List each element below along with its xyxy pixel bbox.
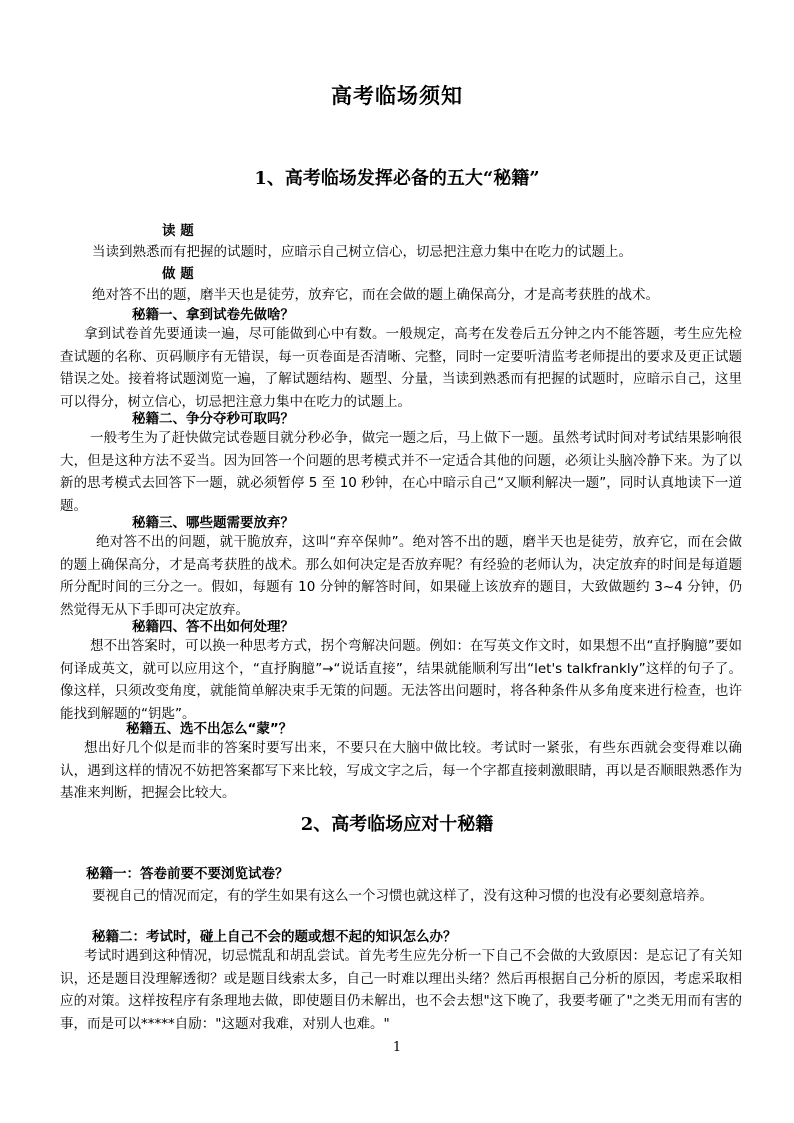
secret5-paragraph: 想出好几个似是而非的答案时要写出来，不要只在大脑中做比较。考试时一紧张，有些东西就会变得难以确认，遇到这样的情况不妨把答案都写下来比较，写成文字之后，每一个字都直接刺激眼睛，再以是否顺眼熟悉作为基准来判断，把握会比较大。	[60, 740, 742, 801]
section2-heading: 2、高考临场应对十秘籍	[300, 814, 494, 835]
doing-label: 做 题	[162, 266, 194, 282]
secret4-heading: 秘籍四、答不出如何处理？	[132, 619, 294, 635]
secret4-paragraph: 想不出答案时，可以换一种思考方式，拐个弯解决问题。例如：在写英文作文时，如果想不出“直抒胸臆”要如何译成英文，就可以应用这个，“直抒胸臆”→“说话直接”，结果就能顺利写出“let's talkfrankly”这样的句子了。像这样，只须改变角度，就能简单解决束手无策的问题。无法答出问题时，将各种条件从多角度来进行检查，也许能找到解题的“钥匙”。	[60, 638, 742, 722]
s2-secret2-paragraph: 考试时遇到这种情况，切忌慌乱和胡乱尝试。首先考生应先分析一下自己不会做的大致原因：是忘记了有关知识，还是题目没理解透彻？或是题目线索太多，自己一时难以理出头绪？然后再根据自己分析的原因，考虑采取相应的对策。这样按程序有条理地去做，即使题目仍未解出，也不会去想"这下晚了，我要考砸了"之类无用而有害的事，而是可以*****自励："这题对我难，对别人也难。"	[60, 948, 742, 1032]
page-number: 1	[392, 1040, 402, 1055]
secret1-heading: 秘籍一、拿到试卷先做啥？	[132, 307, 294, 323]
document-title: 高考临场须知	[331, 84, 463, 108]
reading-text: 当读到熟悉而有把握的试题时，应暗示自己树立信心，切忌把注意力集中在吃力的试题上。	[92, 244, 632, 260]
s2-secret2-heading: 秘籍二：考试时，碰上自己不会的题或想不起的知识怎么办？	[92, 929, 457, 945]
secret2-heading: 秘籍二、争分夺秒可取吗？	[132, 411, 294, 427]
doing-text: 绝对答不出的题，磨半天也是徒劳，放弃它，而在会做的题上确保高分，才是高考获胜的战术。	[92, 287, 659, 303]
secret1-paragraph: 拿到试卷首先要通读一遍，尽可能做到心中有数。一般规定，高考在发卷后五分钟之内不能答题，考生应先检查试题的名称、页码顺序有无错误，每一页卷面是否清晰、完整，同时一定要听清监考老师提出的要求及更正试题错误之处。接着将试题浏览一遍，了解试题结构、题型、分量，当读到熟悉而有把握的试题时，应暗示自己，这里可以得分，树立信心，切忌把注意力集中在吃力的试题上。	[60, 326, 742, 410]
secret3-heading: 秘籍三、哪些题需要放弃？	[132, 515, 294, 531]
secret2-paragraph: 一般考生为了赶快做完试卷题目就分秒必争，做完一题之后，马上做下一题。虽然考试时间对考试结果影响很大，但是这种方法不妥当。因为回答一个问题的思考模式并不一定适合其他的问题，必须让头脑冷静下来。为了以新的思考模式去回答下一题，就必须暂停 5 至 10 秒钟，在心中暗示自己“又顺利解决一题”，同时认真地读下一道题。	[60, 430, 742, 514]
s2-secret1-heading: 秘籍一：答卷前要不要浏览试卷？	[86, 866, 289, 882]
secret5-heading: 秘籍五、选不出怎么“蒙”？	[126, 721, 293, 737]
secret3-paragraph: 绝对答不出的问题，就干脆放弃，这叫“弃卒保帅”。绝对答不出的题，磨半天也是徒劳，放弃它，而在会做的题上确保高分，才是高考获胜的战术。那么如何决定是否放弃呢？有经验的老师认为，决定放弃的时间是每道题所分配时间的三分之一。假如，每题有 10 分钟的解答时间，如果碰上该放弃的题目，大致做题约 3~4 分钟，仍然觉得无从下手即可决定放弃。	[60, 534, 742, 618]
s2-secret1-text: 要视自己的情况而定，有的学生如果有这么一个习惯也就这样了，没有这种习惯的也没有必要刻意培养。	[92, 888, 713, 904]
reading-label: 读 题	[162, 223, 194, 239]
section1-heading: 1、高考临场发挥必备的五大“秘籍”	[254, 168, 540, 189]
